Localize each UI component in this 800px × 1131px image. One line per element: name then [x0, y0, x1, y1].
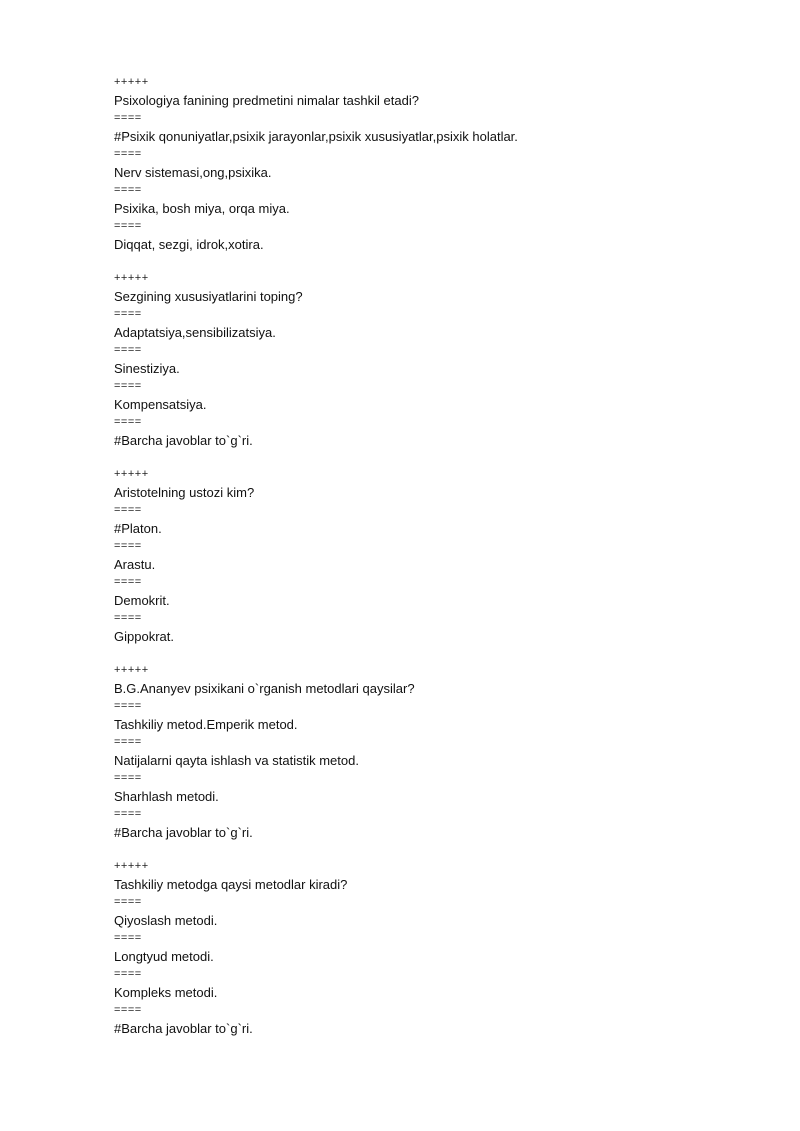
question-block — [114, 272, 754, 452]
question-block — [114, 860, 754, 1040]
option-separator: ==== — [114, 344, 142, 356]
answer-option: Sinestiziya. — [114, 361, 180, 376]
option-separator: ==== — [114, 220, 142, 232]
document-body — [114, 76, 754, 1056]
answer-option: Qiyoslash metodi. — [114, 913, 218, 928]
option-separator: ==== — [114, 896, 142, 908]
answer-option: Nerv sistemasi,ong,psixika. — [114, 165, 272, 180]
option-separator: ==== — [114, 416, 142, 428]
option-separator: ==== — [114, 308, 142, 320]
answer-option: #Barcha javoblar to`g`ri. — [114, 433, 253, 448]
answer-option: Demokrit. — [114, 593, 170, 608]
answer-option: #Psixik qonuniyatlar,psixik jarayonlar,psixik xususiyatlar,psixik holatlar. — [114, 129, 518, 144]
question-text: Aristotelning ustozi kim? — [114, 485, 255, 500]
question-block — [114, 468, 754, 648]
question-text: Tashkiliy metodga qaysi metodlar kiradi? — [114, 877, 348, 892]
question-block — [114, 76, 754, 256]
answer-option: Longtyud metodi. — [114, 949, 214, 964]
answer-option: Natijalarni qayta ishlash va statistik metod. — [114, 753, 359, 768]
option-separator: ==== — [114, 380, 142, 392]
option-separator: ==== — [114, 808, 142, 820]
question-text: B.G.Ananyev psixikani o`rganish metodlari qaysilar? — [114, 681, 415, 696]
option-separator: ==== — [114, 1004, 142, 1016]
option-separator: ==== — [114, 112, 142, 124]
answer-option: Arastu. — [114, 557, 156, 572]
answer-option: Gippokrat. — [114, 629, 174, 644]
answer-option: #Platon. — [114, 521, 162, 536]
option-separator: ==== — [114, 148, 142, 160]
question-marker: +++++ — [114, 272, 149, 284]
question-marker: +++++ — [114, 76, 149, 88]
answer-option: Sharhlash metodi. — [114, 789, 219, 804]
question-marker: +++++ — [114, 468, 149, 480]
option-separator: ==== — [114, 612, 142, 624]
answer-option: Kompensatsiya. — [114, 397, 207, 412]
option-separator: ==== — [114, 968, 142, 980]
answer-option: Tashkiliy metod.Emperik metod. — [114, 717, 298, 732]
question-text: Psixologiya fanining predmetini nimalar tashkil etadi? — [114, 93, 419, 108]
option-separator: ==== — [114, 700, 142, 712]
question-text: Sezgining xususiyatlarini toping? — [114, 289, 303, 304]
option-separator: ==== — [114, 504, 142, 516]
question-marker: +++++ — [114, 860, 149, 872]
answer-option: Diqqat, sezgi, idrok,xotira. — [114, 237, 264, 252]
answer-option: Kompleks metodi. — [114, 985, 218, 1000]
question-marker: +++++ — [114, 664, 149, 676]
option-separator: ==== — [114, 184, 142, 196]
option-separator: ==== — [114, 576, 142, 588]
question-block — [114, 664, 754, 844]
option-separator: ==== — [114, 772, 142, 784]
answer-option: #Barcha javoblar to`g`ri. — [114, 1021, 253, 1036]
answer-option: Psixika, bosh miya, orqa miya. — [114, 201, 290, 216]
answer-option: #Barcha javoblar to`g`ri. — [114, 825, 253, 840]
option-separator: ==== — [114, 736, 142, 748]
option-separator: ==== — [114, 932, 142, 944]
answer-option: Adaptatsiya,sensibilizatsiya. — [114, 325, 276, 340]
option-separator: ==== — [114, 540, 142, 552]
